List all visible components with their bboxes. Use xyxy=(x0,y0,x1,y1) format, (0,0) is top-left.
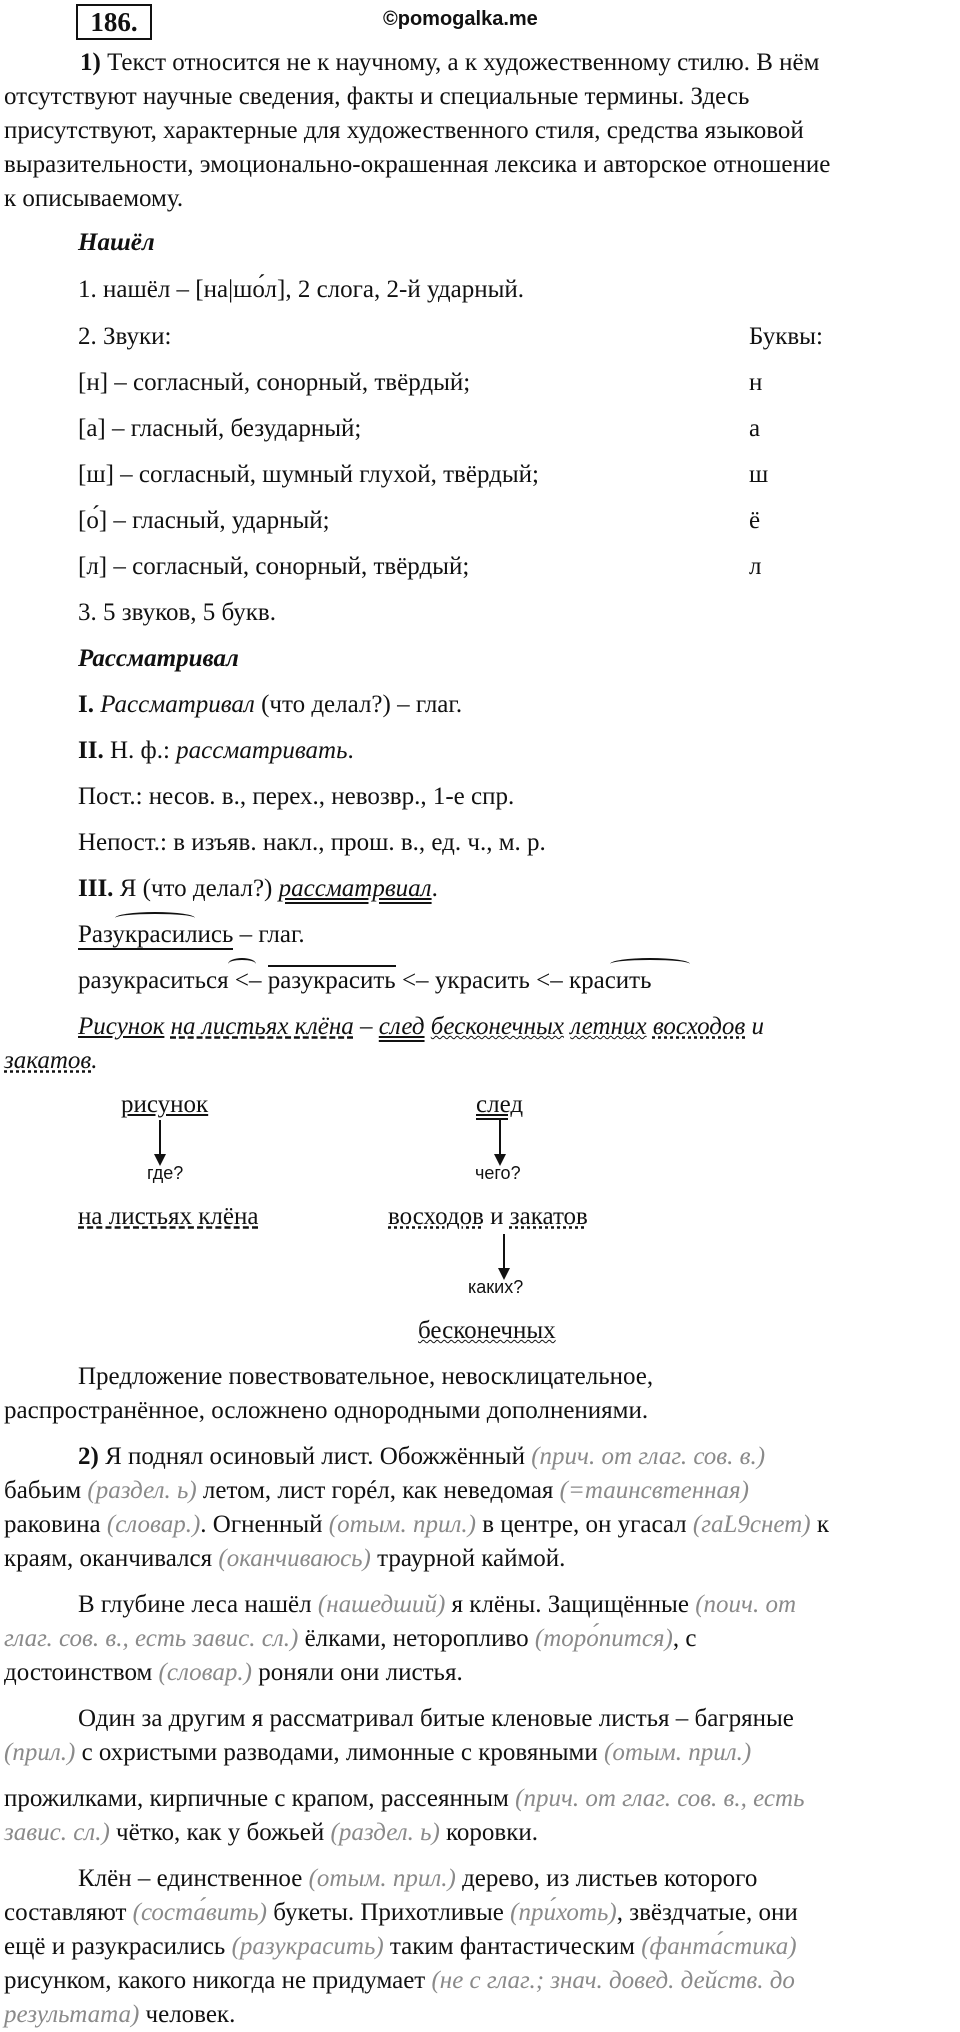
part2-p1-line-4 xyxy=(4,1542,565,1576)
morph-i-label: I. xyxy=(78,691,94,718)
phonetic-word: Нашёл xyxy=(78,229,155,256)
site-watermark: ©pomogalka.me xyxy=(383,8,538,30)
part2-p4-line-5 xyxy=(4,1998,235,2032)
part2-segment: дерево, из листьев которого xyxy=(455,1865,758,1892)
part2-segment: Клён – единственное xyxy=(78,1865,309,1892)
part2-segment: летом, лист горéл, как неведомая xyxy=(196,1477,560,1504)
derivation-chain xyxy=(78,964,652,998)
morph-iii-word: рассматрвиал xyxy=(278,875,432,902)
part2-p1-line-1 xyxy=(78,1440,765,1474)
part2-segment: (при́хоть) xyxy=(510,1899,617,1926)
part2-number: 2) xyxy=(78,1443,99,1470)
scheme-lower-question: каких? xyxy=(468,1277,524,1297)
attribute-word-1: бесконечных xyxy=(430,1013,564,1040)
attribute-word-2: летних xyxy=(570,1013,647,1040)
sound-row-4: [о́] – гласный, ударный; xyxy=(78,507,330,534)
part2-segment: осиновый xyxy=(209,1443,315,1470)
phonetic-summary: 3. 5 звуков, 5 букв. xyxy=(78,599,276,626)
part2-p1-line-2 xyxy=(4,1474,749,1508)
intro-text: Текст относится не к научному, а к художественному стилю. В нём xyxy=(100,49,820,76)
part2-segment: (отым. прил.) xyxy=(308,1865,456,1892)
sound-row-5: [л] – согласный, сонорный, твёрдый; xyxy=(78,553,470,580)
part2-segment: , с xyxy=(672,1625,697,1652)
morph-word: Рассматривал xyxy=(78,645,239,672)
chain-arrow-1: <– xyxy=(228,967,268,994)
morph-iii xyxy=(78,872,438,906)
part2-p2-line-2 xyxy=(4,1622,696,1656)
part2-p2-line-3 xyxy=(4,1656,463,1690)
chain-word-4: красить xyxy=(568,967,652,994)
part2-segment: , звёздчатые, они xyxy=(616,1899,798,1926)
dash-sign: – xyxy=(353,1013,379,1040)
part2-segment: я клёны. Защищённые xyxy=(445,1591,696,1618)
morph-nepost: Непост.: в изъяв. накл., прош. в., ед. ч., м. р. xyxy=(78,829,546,856)
part2-segment: прожилками, кирпичные с крапом, рассеянным xyxy=(4,1785,516,1812)
scheme-lower-bottom: бесконечных xyxy=(418,1317,556,1344)
part2-segment: достоинством xyxy=(4,1659,159,1686)
part2-segment: таким фантастическим xyxy=(383,1933,642,1960)
part2-p3-line-4 xyxy=(4,1816,538,1850)
letter-row-4: ё xyxy=(749,507,761,534)
part2-segment: (отым. прил.) xyxy=(328,1511,476,1538)
letters-header: Буквы: xyxy=(749,323,823,350)
part2-segment: глаг. сов. в., есть завис. сл.) xyxy=(4,1625,299,1652)
subject-word: Рисунок xyxy=(78,1013,165,1040)
intro-number: 1) xyxy=(80,49,101,76)
part2-p4-line-4 xyxy=(4,1964,795,1998)
part2-segment: составляют xyxy=(4,1899,133,1926)
part2-segment: (прич. от глаг. сов. в.) xyxy=(531,1443,766,1470)
morph-iii-label: III. xyxy=(78,875,114,902)
scheme-left-top: рисунок xyxy=(121,1091,209,1118)
sentence-desc-2: распространённое, осложнено однородными дополнениями. xyxy=(4,1397,649,1424)
object-word-1: восходов xyxy=(652,1013,746,1040)
part2-segment: (нашедший) xyxy=(317,1591,446,1618)
chain-word-1: разукраситься xyxy=(78,967,229,994)
part2-p4-line-1 xyxy=(78,1862,757,1896)
part2-segment: коровки. xyxy=(439,1819,539,1846)
part2-segment: . Огненный xyxy=(200,1511,329,1538)
part2-segment: роняли они листья. xyxy=(251,1659,463,1686)
chain-arrow-3: <– xyxy=(529,967,569,994)
predicate-word: след xyxy=(378,1013,425,1040)
part2-segment: (соста́вить) xyxy=(132,1899,267,1926)
part2-segment: (словар.) xyxy=(158,1659,252,1686)
sound-row-2: [а] – гласный, безударный; xyxy=(78,415,362,442)
part2-segment: к xyxy=(810,1511,829,1538)
part2-segment: Я поднял xyxy=(98,1443,210,1470)
root-arc-mark-2 xyxy=(610,958,690,970)
morph-iii-pre: Я (что делал?) xyxy=(113,875,279,902)
part2-segment: (торо́пится) xyxy=(534,1625,673,1652)
wordform-rest: – глаг. xyxy=(233,921,305,948)
intro-line-5: к описываемому. xyxy=(4,185,184,212)
wordform-word: Разукрасились xyxy=(78,921,234,948)
intro-line-4: выразительности, эмоционально-окрашенная лексика и авторское отношение xyxy=(4,151,831,178)
letter-row-3: ш xyxy=(749,461,769,488)
scheme-left-question: где? xyxy=(147,1163,184,1183)
conjunction: и xyxy=(745,1013,765,1040)
part2-segment: чётко, как у божьей xyxy=(109,1819,331,1846)
scheme-object-2: закатов xyxy=(509,1203,588,1230)
sentence-line-1 xyxy=(78,1010,764,1044)
morph-i xyxy=(78,688,462,722)
part2-segment: букеты. Прихотливые xyxy=(267,1899,511,1926)
morph-post: Пост.: несов. в., перех., невозвр., 1-е спр. xyxy=(78,783,515,810)
intro-line-1 xyxy=(80,46,819,80)
part2-segment: (прич. от глаг. сов. в., есть xyxy=(515,1785,805,1812)
part2-segment: (поич. от xyxy=(695,1591,796,1618)
morph-i-word: Рассматривал xyxy=(100,691,255,718)
chain-arrow-2: <– xyxy=(395,967,435,994)
part2-segment: (=таинсвтенная) xyxy=(559,1477,749,1504)
exercise-number: 186. xyxy=(76,4,152,40)
part2-segment: траурной каймой. xyxy=(370,1545,566,1572)
part2-segment: (отым. прил.) xyxy=(604,1739,752,1766)
part2-segment: (не с глаг.; знач. довед. действ. до xyxy=(431,1967,795,1994)
morph-ii-pre: Н. ф.: xyxy=(103,737,177,764)
part2-segment: человек. xyxy=(139,2001,236,2028)
object-word-2: закатов xyxy=(4,1047,92,1074)
part2-segment: В глубине леса нашёл xyxy=(78,1591,318,1618)
morph-iii-end: . xyxy=(431,875,438,902)
letter-row-1: н xyxy=(749,369,763,396)
part2-segment: (словар.) xyxy=(106,1511,201,1538)
part2-segment: (разукрасить) xyxy=(231,1933,384,1960)
sentence-desc-1: Предложение повествовательное, невосклицательное, xyxy=(78,1363,654,1390)
part2-segment: (оканчиваюсь) xyxy=(218,1545,371,1572)
morph-ii xyxy=(78,734,354,768)
sentence-period: . xyxy=(91,1047,98,1074)
part2-segment: с охристыми разводами, лимонные с кровяными xyxy=(75,1739,604,1766)
scheme-arrow-left xyxy=(159,1120,161,1156)
scheme-arrow-right xyxy=(499,1120,501,1156)
scheme-left-bottom: на листьях клёна xyxy=(78,1203,259,1230)
scheme-object-1: восходов xyxy=(388,1203,484,1230)
part2-p3-line-3 xyxy=(4,1782,804,1816)
morph-ii-end: . xyxy=(347,737,354,764)
sounds-header: 2. Звуки: xyxy=(78,323,172,350)
part2-segment: (гаL9снет) xyxy=(692,1511,811,1538)
part2-segment: результата) xyxy=(4,2001,140,2028)
part2-segment: (фанта́стика) xyxy=(641,1933,797,1960)
part2-p3-line-2 xyxy=(4,1736,751,1770)
sentence-line-2 xyxy=(4,1044,97,1078)
morph-i-rest: (что делал?) – глаг. xyxy=(254,691,463,718)
scheme-conj: и xyxy=(483,1203,510,1230)
part2-p4-line-2 xyxy=(4,1896,798,1930)
part2-segment: (раздел. ь) xyxy=(87,1477,197,1504)
sound-row-3: [ш] – согласный, шумный глухой, твёрдый; xyxy=(78,461,539,488)
part2-p1-line-3 xyxy=(4,1508,829,1542)
intro-line-2: отсутствуют научные сведения, факты и специальные термины. Здесь xyxy=(4,83,750,110)
part2-segment: бабьим xyxy=(4,1477,88,1504)
scheme-right-bottom xyxy=(388,1200,588,1234)
part2-segment: раковина xyxy=(4,1511,107,1538)
scheme-right-top: след xyxy=(476,1091,524,1118)
part2-p4-line-3 xyxy=(4,1930,797,1964)
part2-p3-line-1 xyxy=(78,1702,794,1736)
part2-segment: завис. сл.) xyxy=(4,1819,110,1846)
morph-ii-word: рассматривать xyxy=(176,737,348,764)
part2-segment: ещё и разукрасились xyxy=(4,1933,232,1960)
phonetic-line-1: 1. нашёл – [на|шо́л], 2 слога, 2-й ударный. xyxy=(78,276,524,303)
scheme-right-question: чего? xyxy=(475,1163,521,1183)
chain-word-3: украсить xyxy=(434,967,530,994)
adverbial-phrase: на листьях клёна xyxy=(170,1013,354,1040)
part2-p2-line-1 xyxy=(78,1588,796,1622)
chain-word-2: разукрасить xyxy=(267,967,396,994)
part2-segment: лист. Обожжённый xyxy=(314,1443,532,1470)
part2-segment: краям, оканчивался xyxy=(4,1545,219,1572)
morph-ii-label: II. xyxy=(78,737,104,764)
sound-row-1: [н] – согласный, сонорный, твёрдый; xyxy=(78,369,471,396)
suffix-mark xyxy=(228,958,256,970)
part2-segment: в центре, он угасал xyxy=(476,1511,693,1538)
part2-segment: ёлками, неторопливо xyxy=(298,1625,535,1652)
scheme-arrow-lower xyxy=(503,1234,505,1270)
root-arc-mark xyxy=(115,912,195,924)
part2-segment: (раздел. ь) xyxy=(330,1819,440,1846)
part2-segment: Один за другим я рассматривал битые кленовые листья – багряные xyxy=(78,1705,794,1732)
part2-segment: рисунком, какого никогда не придумает xyxy=(4,1967,432,1994)
part2-segment: (прил.) xyxy=(4,1739,76,1766)
letter-row-5: л xyxy=(749,553,762,580)
letter-row-2: а xyxy=(749,415,761,442)
intro-line-3: присутствуют, характерные для художественного стиля, средства языковой xyxy=(4,117,804,144)
